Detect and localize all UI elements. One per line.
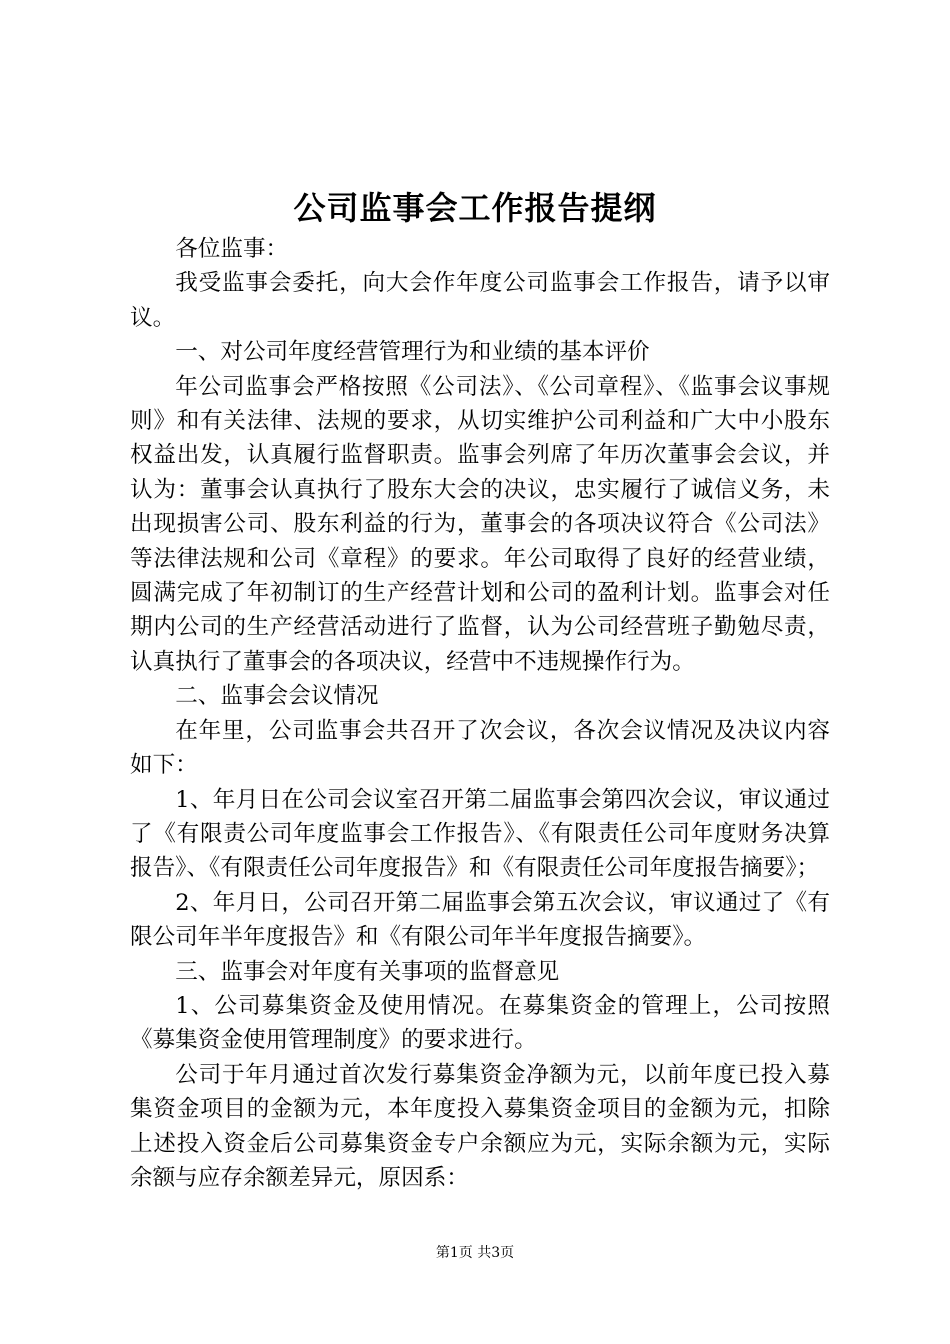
- paragraph-meeting-1: 1、年月日在公司会议室召开第二届监事会第四次会议，审议通过了《有限责公司年度监事会工作报告》、《有限责任公司年度财务决算报告》、《有限责任公司年度报告》和《有限责任公司年度报告摘要》；: [130, 786, 830, 882]
- document-title: 公司监事会工作报告提纲: [293, 189, 657, 227]
- section-heading-2: 二、监事会会议情况: [175, 683, 379, 710]
- paragraph-meeting-2: 2、年月日，公司召开第二届监事会第五次会议，审议通过了《有限公司年半年度报告》和《有限公司年半年度报告摘要》。: [130, 889, 830, 951]
- section-heading-3: 三、监事会对年度有关事项的监督意见: [175, 958, 560, 985]
- paragraph-salutation: 各位监事：: [175, 236, 289, 262]
- paragraph-funds: 1、公司募集资金及使用情况。在募集资金的管理上，公司按照《募集资金使用管理制度》的要求进行。: [130, 992, 830, 1054]
- paragraph-intro: 我受监事会委托，向大会作年度公司监事会工作报告，请予以审议。: [130, 270, 830, 331]
- paragraph-funds-detail: 公司于年月通过首次发行募集资金净额为元，以前年度已投入募集资金项目的金额为元，本年度投入募集资金项目的金额为元，扣除上述投入资金后公司募集资金专户余额应为元，实际余额为元，实际余额与应存余额差异元，原因系：: [130, 1061, 830, 1191]
- paragraph-evaluation: 年公司监事会严格按照《公司法》、《公司章程》、《监事会议事规则》和有关法律、法规的要求，从切实维护公司利益和广大中小股东权益出发，认真履行监督职责。监事会列席了年历次董事会会议，并认为：董事会认真执行了股东大会的决议，忠实履行了诚信义务，未出现损害公司、股东利益的行为，董事会的各项决议符合《公司法》等法律法规和公司《章程》的要求。年公司取得了良好的经营业绩，圆满完成了年初制订的生产经营计划和公司的盈利计划。监事会对任期内公司的生产经营活动进行了监督，认为公司经营班子勤勉尽责，认真执行了董事会的各项决议，经营中不违规操作行为。: [130, 373, 830, 675]
- document-body: [130, 232, 830, 1195]
- section-heading-1: 一、对公司年度经营管理行为和业绩的基本评价: [175, 339, 650, 366]
- paragraph-meetings: 在年里，公司监事会共召开了次会议，各次会议情况及决议内容如下：: [130, 717, 830, 779]
- page-footer: 第1页 共3页: [435, 1245, 515, 1261]
